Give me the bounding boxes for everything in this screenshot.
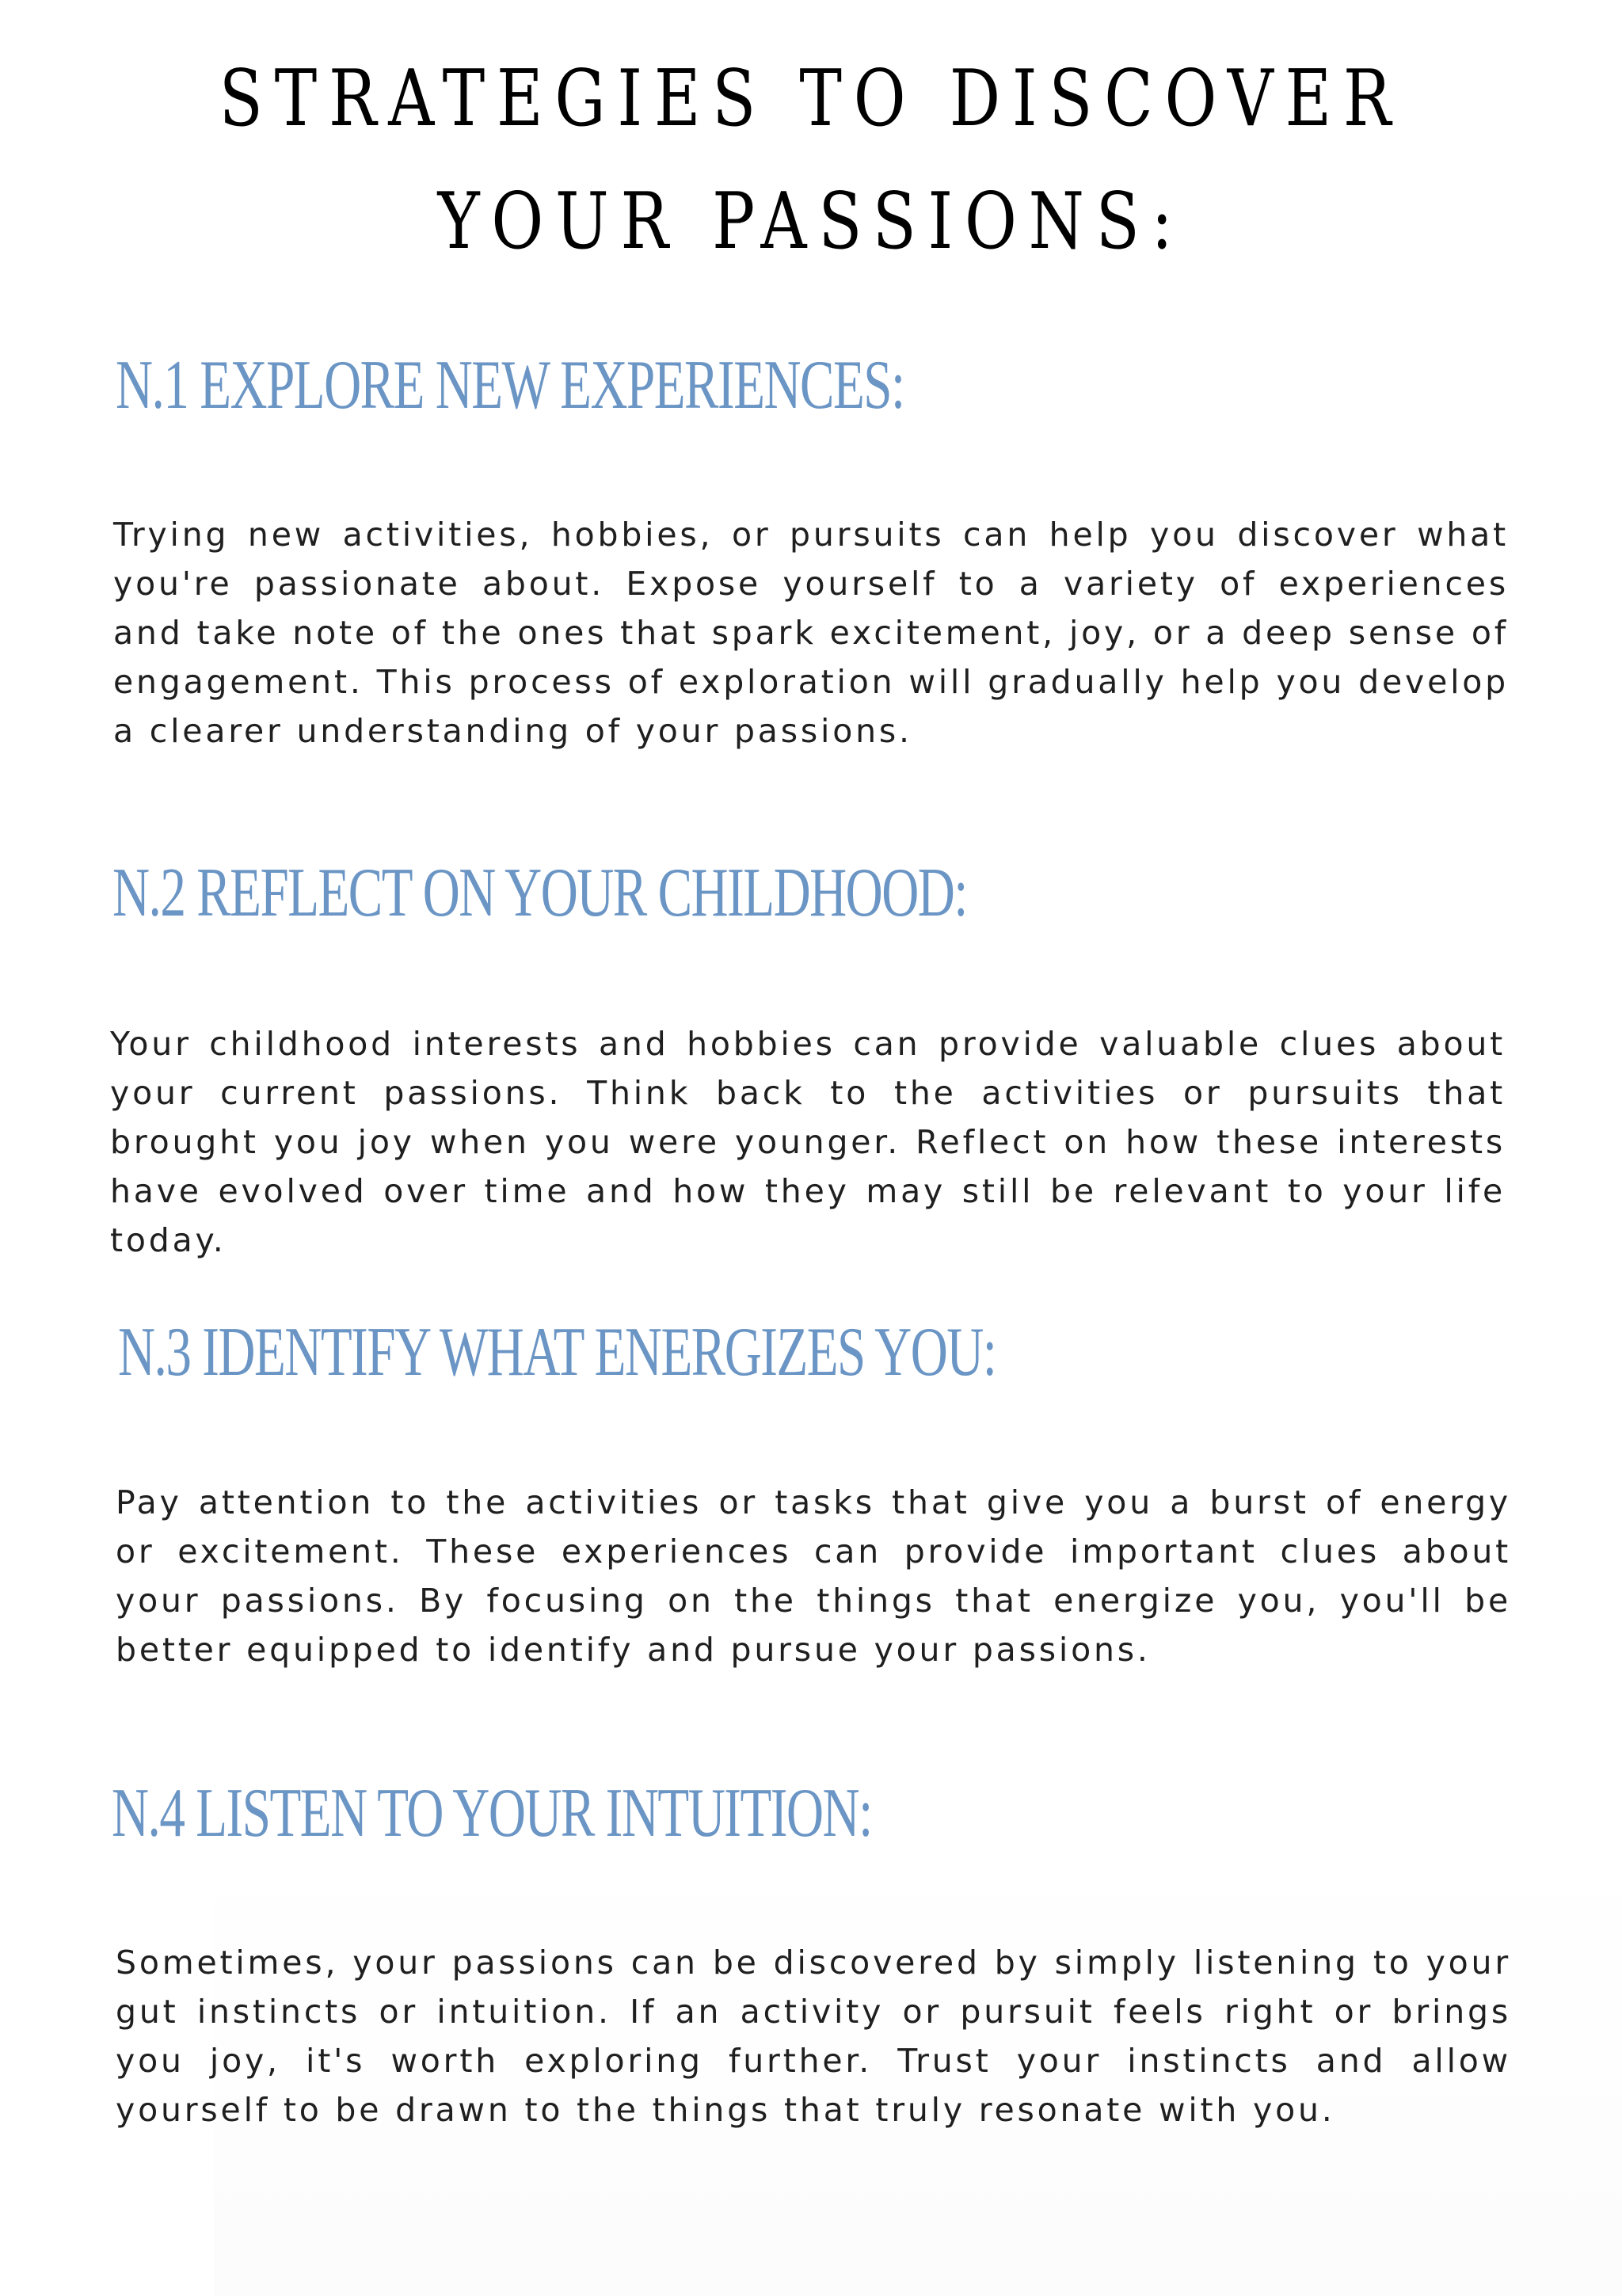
section-body-reflect-on-childhood: Your childhood interests and hobbies can provide valuable clues about your current passions. Think back to the activities or pursuits that brought you joy when you were younger. Reflect on how these interests have evolved over time and how they may still be relevant to your life today. [110, 1025, 1506, 1259]
section-heading-explore-new-experiences: N.1 EXPLORE NEW EXPERIENCES: [116, 347, 904, 424]
section-heading-reflect-on-childhood: N.2 REFLECT ON YOUR CHILDHOOD: [112, 855, 967, 931]
section-body-listen-to-intuition: Sometimes, your passions can be discovered by simply listening to your gut instincts or intuition. If an activity or pursuit feels right or brings you joy, it's worth exploring further. Trust your instincts and allow yourself to be drawn to the things that truly resonate with you. [116, 1944, 1511, 2129]
section-body-identify-what-energizes: Pay attention to the activities or tasks that give you a burst of energy or excitement. These experiences can provide important clues about your passions. By focusing on the things that energize you, you'll be better equipped to identify and pursue your passions. [116, 1483, 1511, 1669]
page-title: STRATEGIES TO DISCOVER YOUR PASSIONS: [219, 54, 1403, 267]
section-heading-listen-to-intuition: N.4 LISTEN TO YOUR INTUITION: [112, 1775, 872, 1852]
section-heading-identify-what-energizes: N.3 IDENTIFY WHAT ENERGIZES YOU: [118, 1314, 996, 1391]
section-body-explore-new-experiences: Trying new activities, hobbies, or pursuits can help you discover what you're passionate about. Expose yourself to a variety of experiences and take note of the ones that spark excitement, joy, or a deep sense of engagement. This process of exploration will gradually help you develop a clearer understanding of your passions. [113, 516, 1509, 750]
